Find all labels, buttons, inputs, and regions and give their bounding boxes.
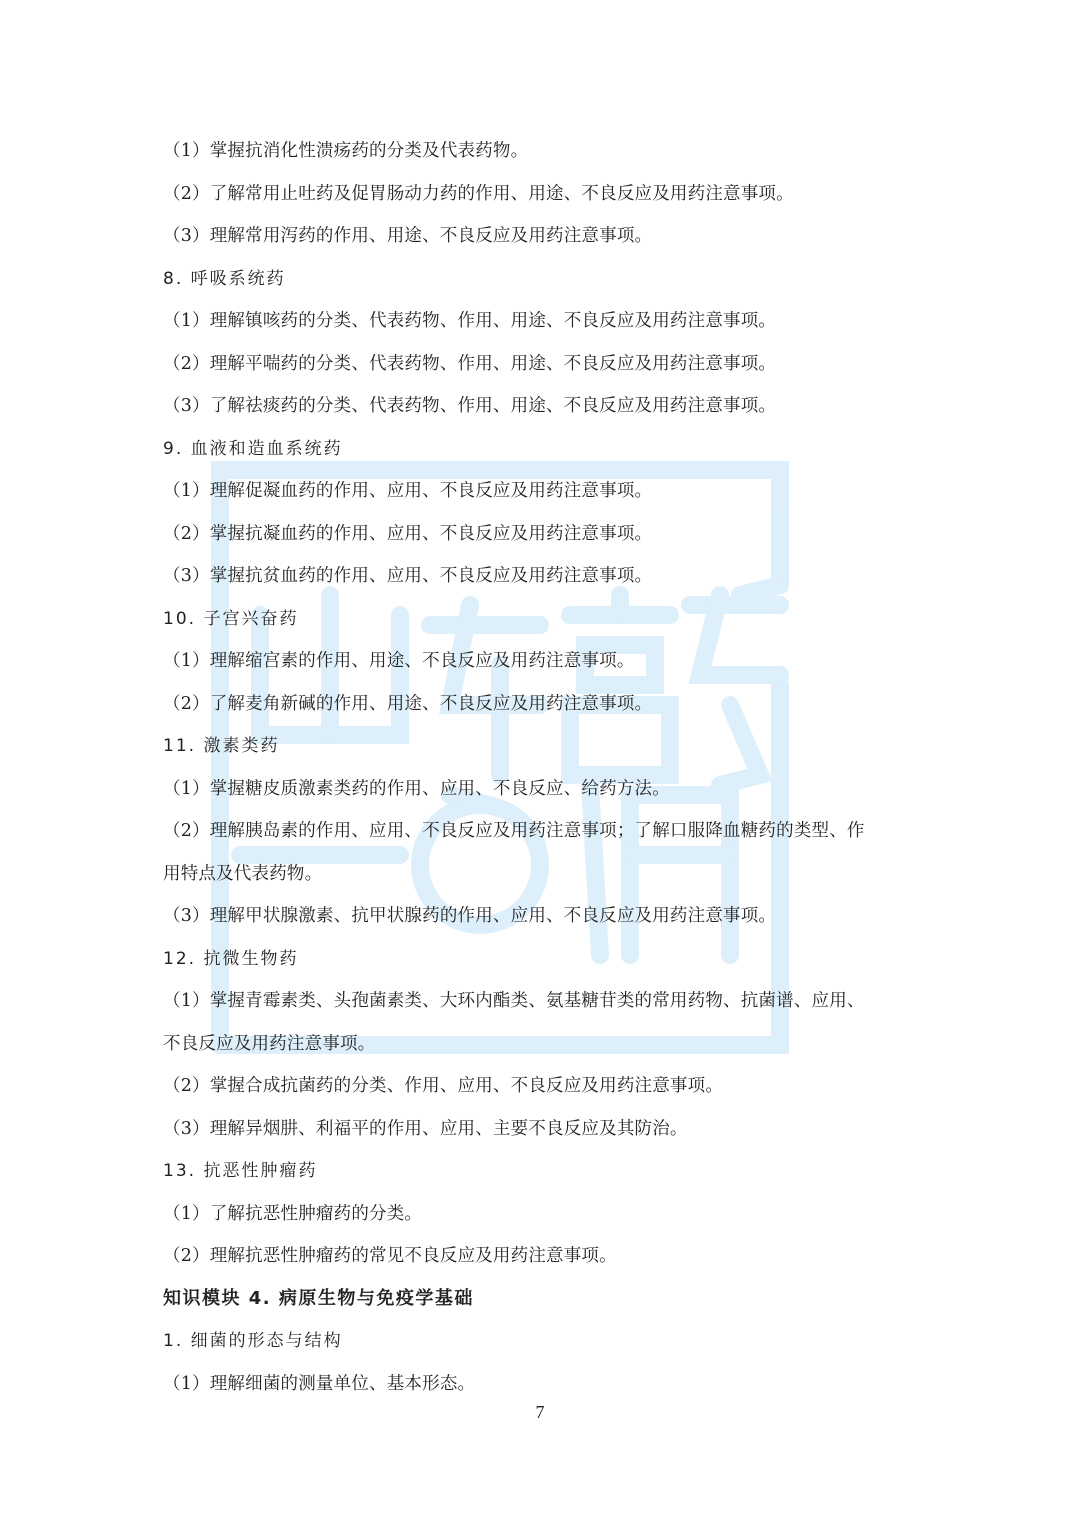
section-heading: 9. 血液和造血系统药 (163, 438, 343, 459)
list-item: （3）了解祛痰药的分类、代表药物、作用、用途、不良反应及用药注意事项。 (163, 396, 777, 416)
list-item: （1）理解促凝血药的作用、应用、不良反应及用药注意事项。 (163, 481, 653, 501)
section-heading: 13. 抗恶性肿瘤药 (163, 1161, 318, 1181)
list-item: （1）理解缩宫素的作用、用途、不良反应及用药注意事项。 (163, 651, 635, 671)
list-item: （1）理解镇咳药的分类、代表药物、作用、用途、不良反应及用药注意事项。 (163, 311, 777, 331)
list-item: （2）了解麦角新碱的作用、用途、不良反应及用药注意事项。 (163, 693, 653, 714)
list-item: （3）掌握抗贫血药的作用、应用、不良反应及用药注意事项。 (163, 566, 653, 586)
list-item: （2）理解平喘药的分类、代表药物、作用、用途、不良反应及用药注意事项。 (163, 353, 777, 374)
section-heading: 1. 细菌的形态与结构 (163, 1331, 343, 1351)
document-body (163, 130, 923, 1405)
list-item: 不良反应及用药注意事项。 (163, 1033, 376, 1054)
list-item: （1）理解细菌的测量单位、基本形态。 (163, 1373, 476, 1394)
list-item: （1）掌握糖皮质激素类药的作用、应用、不良反应、给药方法。 (163, 778, 670, 799)
section-heading: 12. 抗微生物药 (163, 948, 299, 969)
list-item: （2）理解胰岛素的作用、应用、不良反应及用药注意事项；了解口服降血糖药的类型、作 (163, 821, 865, 841)
list-item: 用特点及代表药物。 (163, 863, 323, 884)
page-number: 7 (535, 1402, 545, 1422)
list-item: （1）了解抗恶性肿瘤药的分类。 (163, 1203, 423, 1224)
module-heading: 知识模块 4. 病原生物与免疫学基础 (163, 1287, 474, 1309)
list-item: （1）掌握青霉素类、头孢菌素类、大环内酯类、氨基糖苷类的常用药物、抗菌谱、应用、 (163, 991, 865, 1011)
list-item: （2）理解抗恶性肿瘤药的常见不良反应及用药注意事项。 (163, 1246, 617, 1266)
list-item: （2）了解常用止吐药及促胃肠动力药的作用、用途、不良反应及用药注意事项。 (163, 183, 794, 204)
list-item: （1）掌握抗消化性溃疡药的分类及代表药物。 (163, 141, 529, 161)
section-heading: 8. 呼吸系统药 (163, 268, 286, 289)
section-heading: 10. 子宫兴奋药 (163, 608, 299, 629)
list-item: （3）理解常用泻药的作用、用途、不良反应及用药注意事项。 (163, 226, 653, 246)
list-item: （2）掌握合成抗菌药的分类、作用、应用、不良反应及用药注意事项。 (163, 1076, 724, 1096)
list-item: （3）理解异烟肼、利福平的作用、应用、主要不良反应及其防治。 (163, 1118, 688, 1139)
list-item: （2）掌握抗凝血药的作用、应用、不良反应及用药注意事项。 (163, 523, 653, 544)
list-item: （3）理解甲状腺激素、抗甲状腺药的作用、应用、不良反应及用药注意事项。 (163, 906, 777, 926)
section-heading: 11. 激素类药 (163, 736, 280, 756)
